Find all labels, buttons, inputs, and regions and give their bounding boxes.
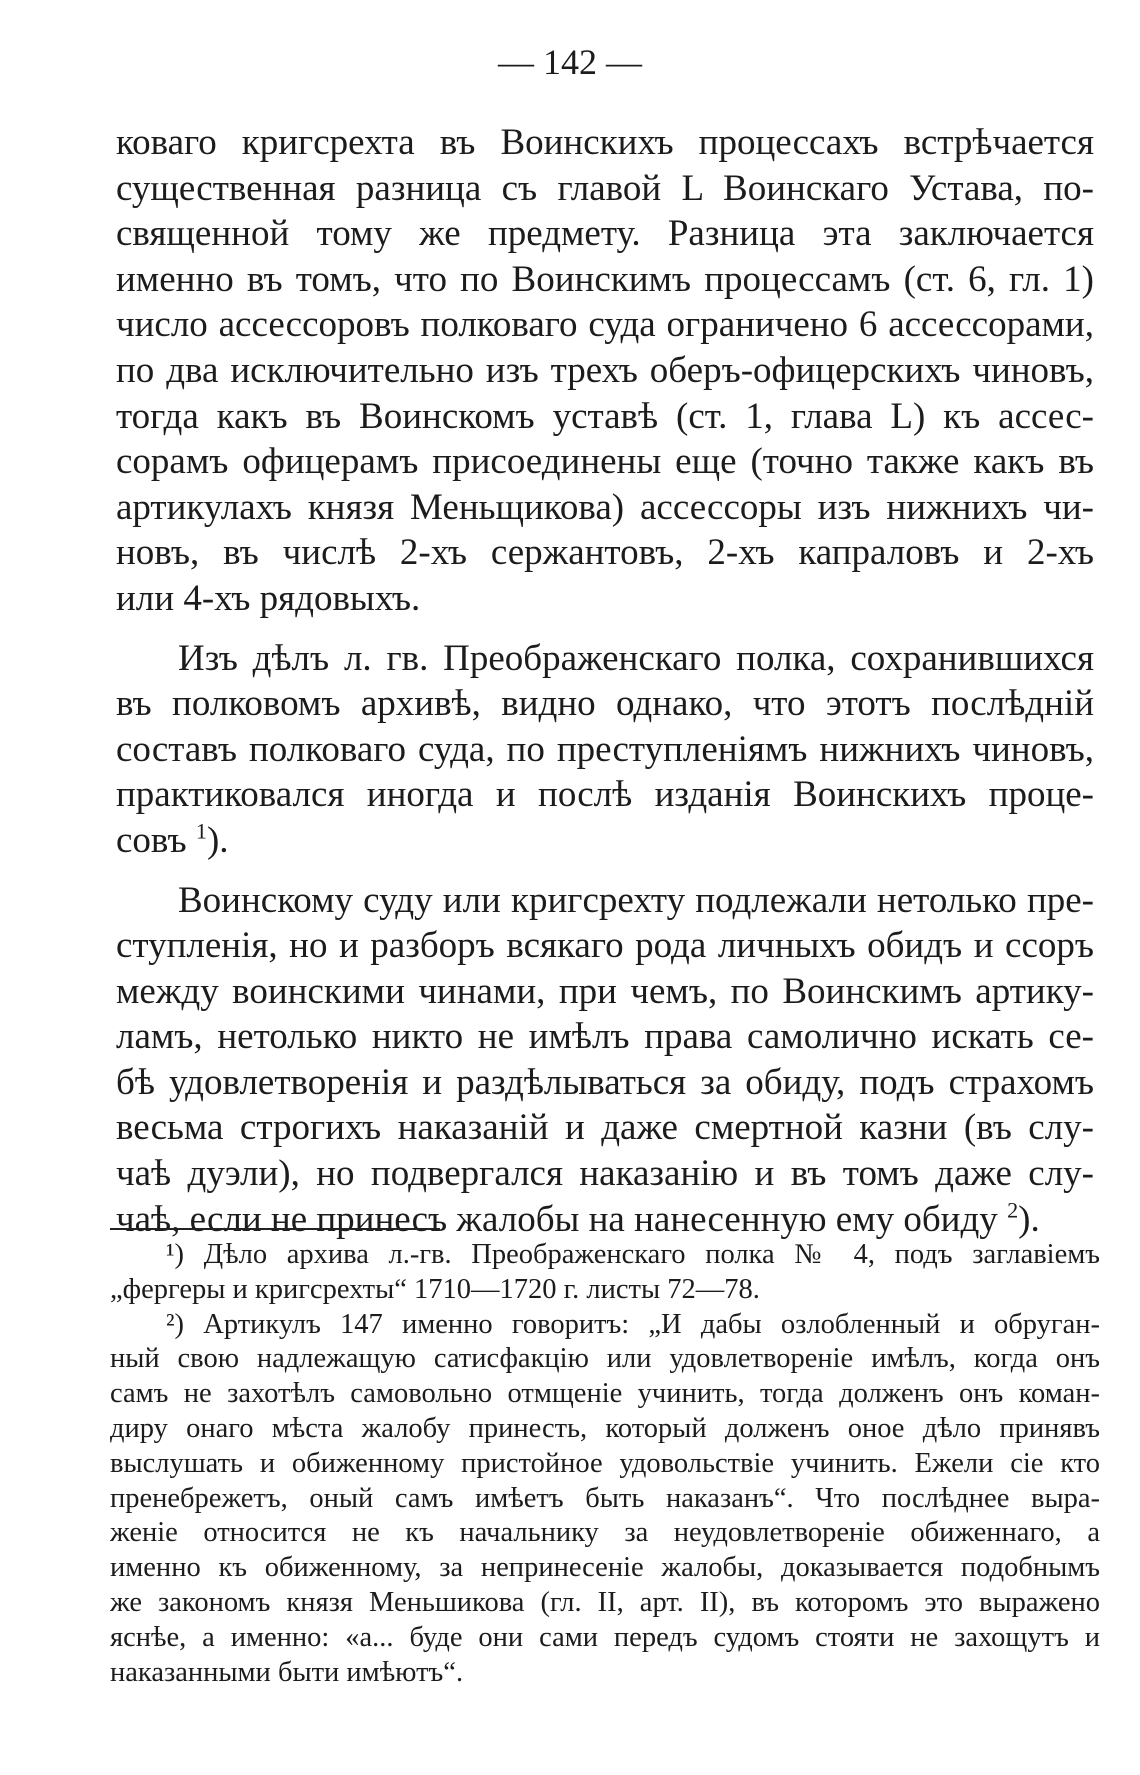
footnote-line: женіе относится не къ начальнику за неудовлетвореніе обиженнаго, а [110,1517,1100,1549]
footnote-line [110,1308,1100,1343]
text-line: новъ, въ числѣ 2-хъ сержантовъ, 2-хъ капраловъ и 2-хъ [116,532,1094,574]
text-line: практиковался иногда и послѣ изданія Воинскихъ проце- [116,774,1094,816]
footnote-marker: ¹) [166,1239,185,1270]
text-line: или 4-хъ рядовыхъ. [116,577,421,619]
text-line: весьма строгихъ наказаній и даже смертной казни (въ слу- [116,1107,1094,1149]
text-line: число ассессоровъ полковаго суда ограничено 6 ассессорами, [116,304,1094,346]
footnote-line: ный свою надлежащую сатисфакцію или удовлетвореніе имѣлъ, когда онъ [110,1343,1100,1375]
text-line: въ полковомъ архивѣ, видно однако, что этотъ послѣдній [116,683,1094,725]
text-line: коваго кригсрехта въ Воинскихъ процессахъ встрѣчается [116,122,1094,163]
text-line: сорамъ офицерамъ присоединены еще (точно также какъ въ [116,441,1094,483]
footnote-ref[interactable]: 2 [1007,1197,1019,1223]
text-line: бѣ удовлетворенія и раздѣлываться за обиду, подъ страхомъ [116,1061,1094,1103]
text-line: чаѣ дуэли), но подвергался наказанію и въ томъ даже слу- [116,1153,1094,1195]
text-line: тогда какъ въ Воинскомъ уставѣ (ст. 1, глава L) къ ассес- [116,395,1094,437]
text-line: священной тому же предмету. Разница эта заключается [116,213,1094,255]
text-fragment: Артикулъ 147 именно говоритъ: „И дабы озлобленный и обруган- [203,1308,1100,1340]
footnote-line: „фергеры и кригсрехты“ 1710—1720 г. листы 72—78. [110,1273,760,1305]
footnote-line: именно къ обиженному, за непринесеніе жалобы, доказывается подобнымъ [110,1552,1100,1584]
text-line: ступленія, но и разборъ всякаго рода личныхъ обидъ и ссоръ [116,925,1094,967]
paragraph-gap [116,864,1094,878]
page-number: — 142 — [498,42,642,82]
text-fragment: совъ [116,819,187,861]
footnote-line: самъ не захотѣлъ самовольно отмщеніе учинить, тогда долженъ онъ коман- [110,1378,1100,1410]
footnote-line: яснѣе, а именно: «а... буде они сами передъ судомъ стояти не захощутъ и [110,1621,1100,1653]
text-fragment: ). [1018,1198,1040,1240]
text-line: составъ полковаго суда, по преступленіямъ нижнихъ чиновъ, [116,728,1094,770]
text-line: существенная разница съ главой L Воинскаго Устава, по- [116,167,1094,209]
footnote-line: же закономъ князя Меньшикова (гл. II, арт. II), въ которомъ это выражено [110,1586,1100,1618]
paragraph-gap [116,622,1094,636]
text-line: именно въ томъ, что по Воинскимъ процессамъ (ст. 6, гл. 1) [116,258,1094,300]
text-line [116,1197,1094,1243]
footnote-line: наказанными быти имѣютъ“. [110,1656,464,1688]
footnote-ref[interactable]: 1 [195,818,207,844]
footnote-line: пренебрежетъ, оный самъ имѣетъ быть наказанъ“. Что послѣднее выра- [110,1482,1100,1514]
text-fragment: ). [206,819,229,861]
text-line [116,818,1094,864]
text-line: ламъ, нетолько никто не имѣлъ права самолично искать се- [116,1016,1094,1058]
footnote-marker: ²) [166,1308,185,1340]
footnote-line: диру онаго мѣста жалобу принесть, который долженъ оное дѣло принявъ [110,1412,1100,1444]
text-line: Воинскому суду или кригсрехту подлежали нетолько пре- [178,879,1094,921]
text-fragment: чаѣ, если не принесъ жалобы на нанесенную ему обиду [116,1198,998,1240]
text-fragment: Дѣло архива л.-гв. Преображенскаго полка № 4, подъ заглавіемъ [203,1239,1100,1270]
footnote-line [110,1238,1100,1273]
text-line: артикулахъ князя Меньщикова) ассессоры изъ нижнихъ чи- [116,486,1094,528]
text-line: между воинскими чинами, при чемъ, по Воинскимъ артику- [116,970,1094,1012]
footnotes [110,1238,1100,1690]
text-line: Изъ дѣлъ л. гв. Преображенскаго полка, сохранившихся [178,637,1094,679]
footnote-line: выслушать и обиженному пристойное удовольствіе учинить. Ежели сіе кто [110,1447,1100,1479]
footnote-divider [110,1228,440,1230]
main-text [116,120,1094,1242]
text-line: по два исключительно изъ трехъ оберъ-офицерскихъ чиновъ, [116,349,1094,391]
